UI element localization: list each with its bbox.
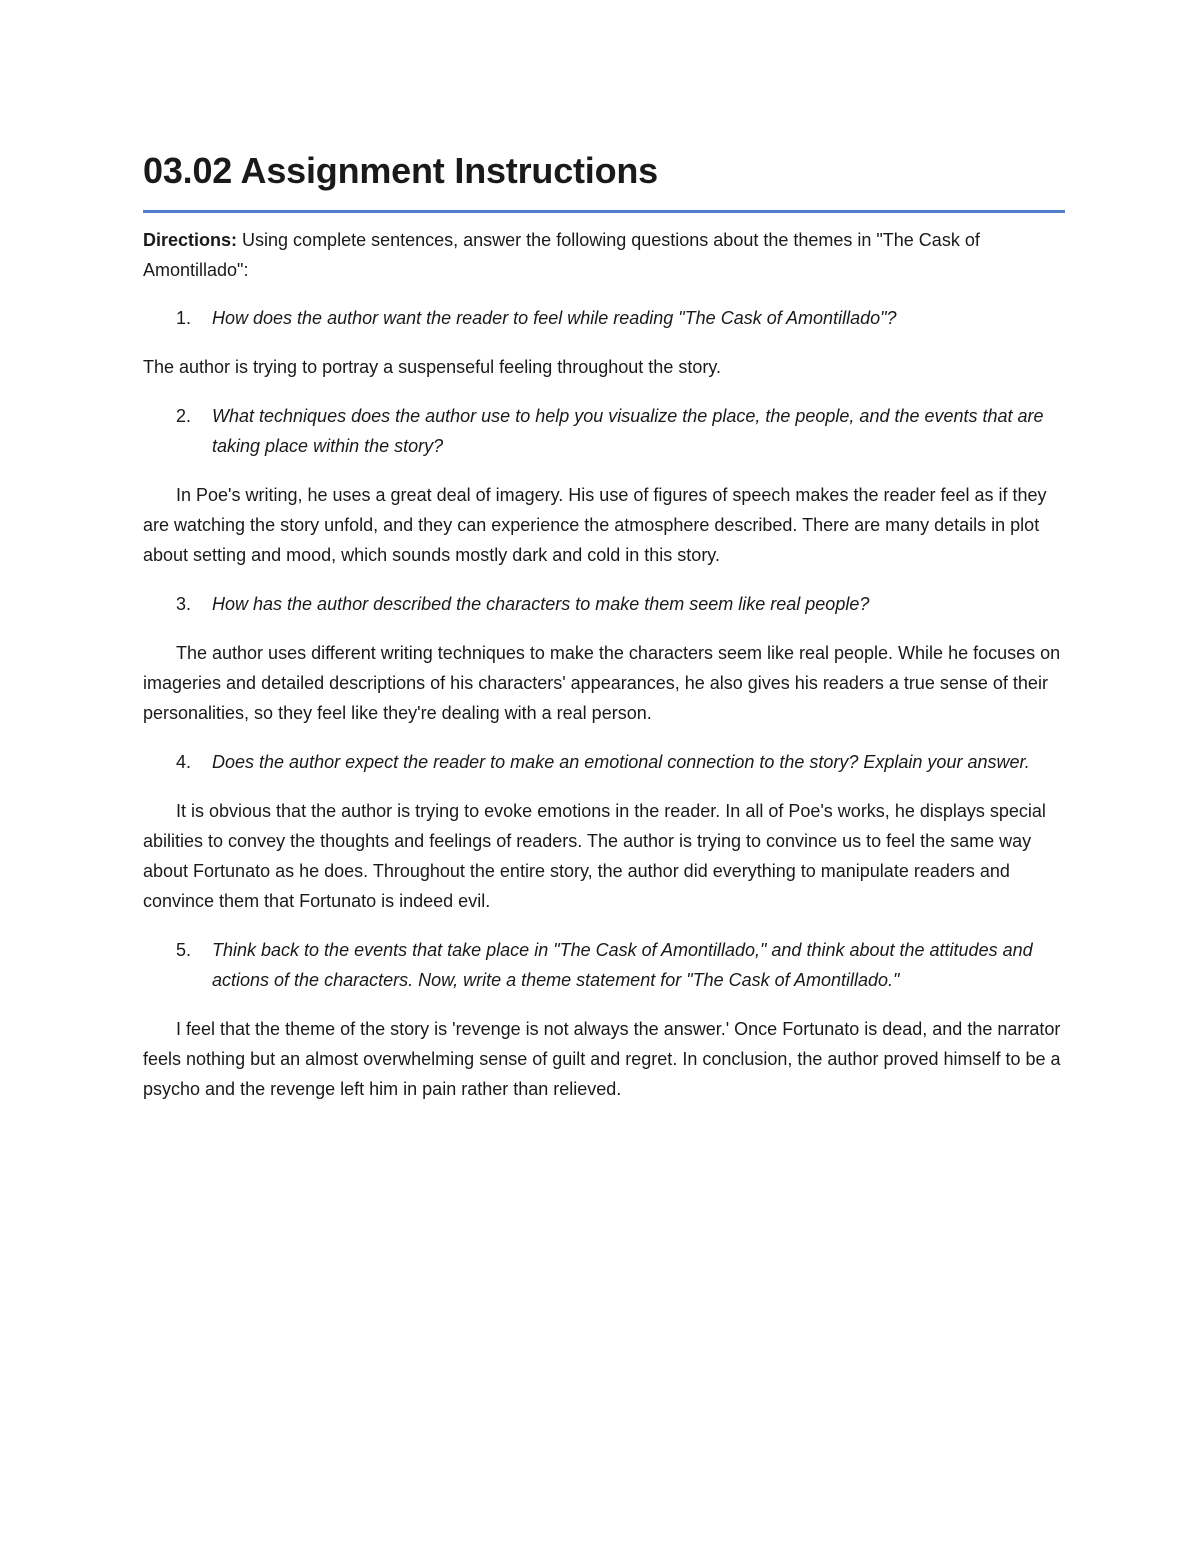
directions-label: Directions: — [143, 230, 238, 250]
directions-text: Using complete sentences, answer the following questions about the themes in "The Cask of Amontillado": — [143, 230, 980, 280]
question-number: 3. — [176, 594, 192, 614]
title-underline — [143, 210, 1065, 213]
question-number: 4. — [176, 752, 192, 772]
answer-4: It is obvious that the author is trying to evoke emotions in the reader. In all of Poe's works, he displays special abilities to convey the thoughts and feelings of readers. The author is trying to convince us to feel the same way about Fortunato as he does. Throughout the entire story, the author did everything to manipulate readers and convince them that Fortunato is indeed evil. — [143, 801, 1046, 911]
question-text: How has the author described the characters to make them seem like real people? — [212, 594, 870, 614]
question-number: 2. — [176, 406, 192, 426]
question-text: Does the author expect the reader to make an emotional connection to the story? Explain your answer. — [212, 752, 1030, 772]
answer-2: In Poe's writing, he uses a great deal of imagery. His use of figures of speech makes the reader feel as if they are watching the story unfold, and they can experience the atmosphere described. There are many details in plot about setting and mood, which sounds mostly dark and cold in this story. — [143, 485, 1047, 565]
question-4 — [143, 747, 1065, 777]
question-text: What techniques does the author use to help you visualize the place, the people, and the events that are taking place within the story? — [212, 406, 1044, 456]
question-text: How does the author want the reader to feel while reading "The Cask of Amontillado"? — [212, 308, 897, 328]
answer-1: The author is trying to portray a suspenseful feeling throughout the story. — [143, 357, 721, 377]
question-5 — [143, 935, 1065, 995]
answer-3: The author uses different writing techniques to make the characters seem like real people. While he focuses on imageries and detailed descriptions of his characters' appearances, he also gives his readers a true sense of their personalities, so they feel like they're dealing with a real person. — [143, 643, 1061, 723]
question-text: Think back to the events that take place in "The Cask of Amontillado," and think about the attitudes and actions of the characters. Now, write a theme statement for "The Cask of Amontillado." — [212, 940, 1033, 990]
question-number: 5. — [176, 940, 192, 960]
page-title: 03.02 Assignment Instructions — [143, 150, 659, 191]
question-3 — [143, 589, 1065, 619]
document-page — [143, 146, 1065, 1123]
answer-5: I feel that the theme of the story is 'revenge is not always the answer.' Once Fortunato is dead, and the narrator feels nothing but an almost overwhelming sense of guilt and regret. In conclusion, the author proved himself to be a psycho and the revenge left him in pain rather than relieved. — [143, 1019, 1061, 1099]
directions-paragraph — [143, 225, 1065, 285]
question-2 — [143, 401, 1065, 461]
question-number: 1. — [176, 308, 192, 328]
question-1 — [143, 303, 1065, 333]
